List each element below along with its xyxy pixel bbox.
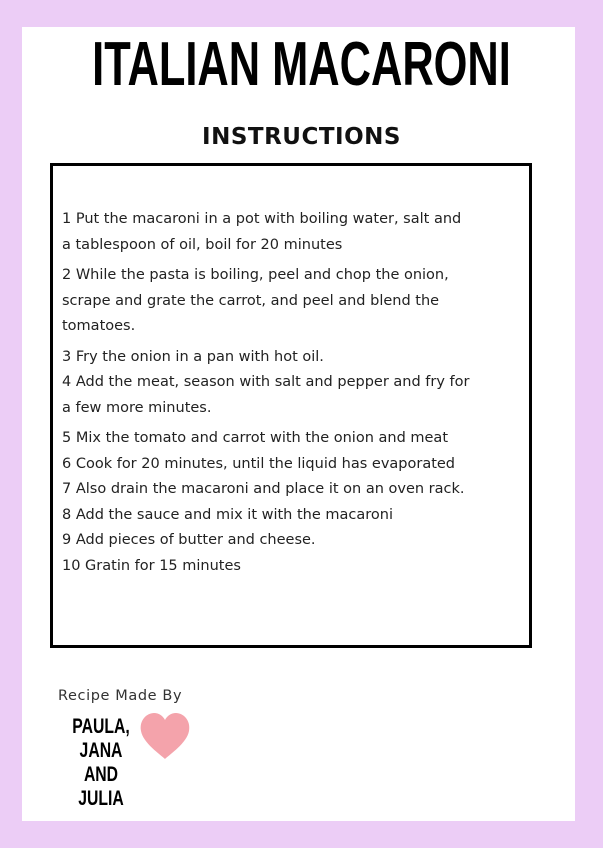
step-line: a tablespoon of oil, boil for 20 minutes [62,236,343,253]
authors-names [56,715,146,811]
step-line: 9 Add pieces of butter and cheese. [62,532,316,548]
heart-icon [139,712,191,762]
instructions-heading: INSTRUCTIONS [202,124,401,150]
step-line: 2 While the pasta is boiling, peel and chop the onion, [62,267,449,283]
instructions-box [50,163,532,648]
author-line: AND JULIA [78,763,124,810]
step-line: scrape and grate the carrot, and peel and blend the [62,292,440,309]
author-line: JANA [79,739,123,762]
step-line: 1 Put the macaroni in a pot with boiling water, salt and [62,211,462,227]
step-line: 5 Mix the tomato and carrot with the onion and meat [62,430,449,446]
step-line: a few more minutes. [62,399,212,416]
step-line: 8 Add the sauce and mix it with the macaroni [62,506,393,523]
recipe-title: ITALIAN MACARONI [92,30,511,99]
author-line: PAULA, [72,715,130,738]
step-line: 10 Gratin for 15 minutes [62,557,241,574]
step-line: 4 Add the meat, season with salt and pepper and fry for [62,374,470,390]
step-line: 6 Cook for 20 minutes, until the liquid has evaporated [62,455,456,472]
instructions-list [62,207,502,579]
step-line: 3 Fry the onion in a pan with hot oil. [62,348,324,365]
heart-shape [141,713,190,759]
step-line: 7 Also drain the macaroni and place it on an oven rack. [62,481,465,497]
step-line: tomatoes. [62,318,136,334]
credits-label: Recipe Made By [58,688,183,704]
